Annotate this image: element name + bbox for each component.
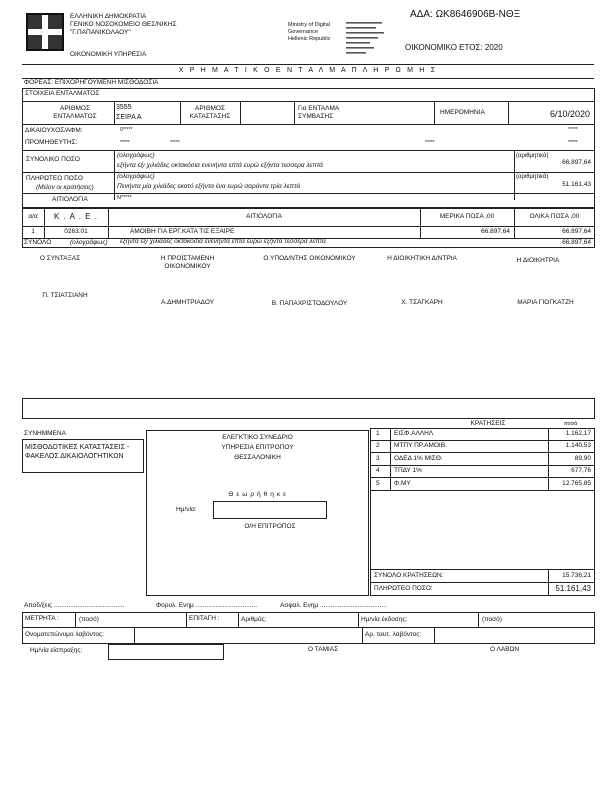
total-amount: 66.897,64 bbox=[562, 159, 591, 166]
deductions-box bbox=[370, 428, 595, 596]
order-number-label: ΑΡΙΘΜΟΣ ΕΝΤΑΛΜΑΤΟΣ bbox=[53, 105, 97, 120]
order-series: ΣΕΙΡΑ Α bbox=[116, 114, 142, 121]
row-number: 1 bbox=[31, 228, 35, 235]
final-payable-label: ΠΛΗΡΩΤΕΟ ΠΟΣΟ: bbox=[374, 585, 433, 592]
fiscal-year: ΟΙΚΟΝΟΜΙΚΟ ΕΤΟΣ: 2020 bbox=[405, 43, 503, 52]
reason-value: Ν***** bbox=[117, 195, 132, 201]
deductions-total: 15.736,21 bbox=[562, 572, 591, 579]
deduction-name: ΜΤΠΥ ΠΡ.ΑΜΟΙΒ. bbox=[394, 442, 447, 449]
signature-role: Η ΔΙΟΙΚΗΤΡΙΑ bbox=[516, 257, 560, 264]
items-sum-label: ΣΥΝΟΛΟ bbox=[24, 239, 52, 246]
issue-amount[interactable]: (ποσό) bbox=[482, 616, 502, 623]
final-payable: 51.161,43 bbox=[555, 584, 591, 593]
deduction-name: ΕΙΣΦ.ΑΛΛΗΛ bbox=[394, 430, 434, 437]
deduction-no: 5 bbox=[376, 480, 380, 487]
supplier-mask: ***** bbox=[120, 140, 130, 146]
audit-date-input[interactable] bbox=[213, 501, 327, 519]
org-line-1: ΕΛΛΗΝΙΚΗ ΔΗΜΟΚΡΑΤΙΑ bbox=[70, 13, 147, 20]
audit-title: ΥΠΗΡΕΣΙΑ ΕΠΙΤΡΟΠΟΥ bbox=[221, 444, 294, 451]
payable-amount: 51.161,43 bbox=[562, 181, 591, 188]
receiver-id-label: Αρ. ταυτ. λαβόντος: bbox=[365, 631, 422, 638]
deduction-no: 4 bbox=[376, 467, 380, 474]
signature-role: Ο ΥΠΟΔ/ΝΤΗΣ ΟΙΚΟΝΟΜΙΚΟΥ bbox=[263, 255, 356, 262]
items-sum-words: εξήντα εξι χιλιάδες οκτακόσια ενενήντα επτά ευρώ εξήντα τεσσερα λεπτά bbox=[120, 238, 326, 245]
deduction-name: ΤΠΔΥ 1% bbox=[394, 467, 422, 474]
deduction-amount: 677,76 bbox=[571, 467, 591, 474]
audit-commissioner: Ο/Η ΕΠΙΤΡΟΠΟΣ bbox=[244, 523, 296, 530]
date-label: ΗΜΕΡΟΜΗΝΙΑ bbox=[440, 109, 485, 116]
signature-name: Α.ΔΗΜΗΤΡΙΑΔΟΥ bbox=[160, 299, 215, 306]
payment-box bbox=[22, 612, 595, 644]
registry-number-label: ΑΡΙΘΜΟΣ ΚΑΤΑΣΤΑΣΗΣ bbox=[189, 105, 231, 120]
attachments-text: ΜΙΣΘΟΔΟΤΙΚΕΣ ΚΑΤΑΣΤΑΣΕΙΣ - ΦΑΚΕΛΟΣ ΔΙΚΑΙΟΛΟΓΗΤΙΚΩΝ bbox=[25, 444, 130, 461]
supplier-mask: ***** bbox=[568, 140, 578, 146]
audit-title: ΘΕΣΣΑΛΟΝΙΚΗ bbox=[234, 454, 281, 461]
payable-amount-label: ΠΛΗΡΩΤΕΟ ΠΟΣΟ bbox=[26, 175, 83, 182]
deduction-amount: 89,90 bbox=[574, 455, 591, 462]
payable-sub-label: (Μείον οι κρατήσεις) bbox=[36, 184, 94, 191]
items-header-kae: Κ . Α . Ε . bbox=[54, 212, 98, 221]
items-header-total: ΟΛΙΚΑ ΠΟΣΑ ,00 bbox=[529, 213, 580, 220]
beneficiary-afm-right: ***** bbox=[568, 127, 578, 133]
order-date: 6/10/2020 bbox=[549, 109, 590, 119]
items-sum-words-label: (ολογράφως) bbox=[70, 239, 108, 246]
ministry-line-2: Governance bbox=[288, 29, 318, 35]
beneficiary-afm-label: ΔΙΚΑΙΟΥΧΟΣ/ΑΦΜ: bbox=[25, 127, 83, 134]
items-header-reason: ΑΙΤΙΟΛΟΓΙΑ bbox=[246, 213, 282, 220]
order-section-label: ΣΤΟΙΧΕΙΑ ΕΝΤΑΛΜΑΤΟΣ bbox=[25, 90, 100, 97]
ada-code: ΑΔΑ: ΩΚ8646906Β-ΝΘΞ bbox=[410, 9, 521, 20]
deduction-no: 2 bbox=[376, 442, 380, 449]
audit-date-label: Ημ/νία: bbox=[176, 506, 197, 513]
signature-name: ΜΑΡΙΑ ΓΙΟΓΚΑΤΖΗ bbox=[517, 299, 574, 306]
row-partial-amount: 66.897,64 bbox=[481, 228, 510, 235]
payable-in-words-label: (ολογράφως) bbox=[117, 173, 155, 180]
deduction-amount: 12.765,85 bbox=[562, 480, 591, 487]
audit-approved: Θ ε ω ρ ή θ η κ ε bbox=[228, 491, 287, 498]
receiver-name-label: Ονοματεπώνυμο λαβόντος: bbox=[25, 631, 104, 638]
cash-label: ΜΕΤΡΗΤΑ : bbox=[25, 615, 59, 622]
tax-clearance-line: Φορολ. Ενημ .................................. bbox=[156, 602, 258, 609]
total-amount-label: ΣΥΝΟΛΙΚΟ ΠΟΣΟ bbox=[26, 156, 80, 163]
signature-name: Β. ΠΑΠΑΧΡΙΣΤΟΔΟΥΛΟΥ bbox=[271, 300, 348, 307]
row-description: ΑΜΟΙΒΗ ΓΙΑ ΕΡΓ.ΚΑΤΑ ΤΙΣ ΕΞΑΙΡΕ bbox=[130, 228, 235, 235]
beneficiary-afm: 0***** bbox=[120, 127, 133, 133]
contract-label: Για ΕΝΤΑΛΜΑ ΣΥΜΒΑΣΗΣ bbox=[298, 105, 339, 120]
org-line-2: ΓΕΝΙΚΟ ΝΟΣΟΚΟΜΕΙΟ ΘΕΣ/ΝΙΚΗΣ bbox=[70, 21, 177, 28]
supplier-mask: ***** bbox=[170, 140, 180, 146]
total-in-figures-label: (αριθμητικά) bbox=[516, 153, 549, 159]
signature-role: Η ΠΡΟΪΣΤΑΜΕΝΗ ΟΙΚΟΝΟΜΙΚΟΥ bbox=[160, 255, 215, 271]
digital-signature-stamp bbox=[346, 21, 388, 55]
row-total-amount: 66.897,64 bbox=[562, 228, 591, 235]
supplier-mask: ***** bbox=[425, 140, 435, 146]
deduction-name: ΟΔΕΔ 1% ΜΙΣΘ. bbox=[394, 455, 443, 462]
blank-band bbox=[22, 398, 595, 419]
order-number: 3555 bbox=[116, 104, 132, 111]
items-header-partial: ΜΕΡΙΚΑ ΠΟΣΑ ,00 bbox=[439, 213, 495, 220]
service-name: ΟΙΚΟΝΟΜΙΚΗ ΥΠΗΡΕΣΙΑ bbox=[70, 51, 147, 58]
signature-name: Χ. ΤΣΑΓΚΑΡΗ bbox=[401, 299, 443, 306]
deduction-amount: 1.140,53 bbox=[565, 442, 591, 449]
deductions-total-label: ΣΥΝΟΛΟ ΚΡΑΤΗΣΕΩΝ: bbox=[374, 572, 444, 579]
signature-role: Η ΔΙΟΙΚΗΤΙΚΗ Δ/ΝΤΡΙΑ bbox=[387, 255, 457, 262]
signature-role: Ο ΣΥΝΤΑΞΑΣ bbox=[39, 255, 81, 262]
deduction-no: 3 bbox=[376, 455, 380, 462]
org-line-3: "Γ.ΠΑΠΑΝΙΚΟΛΑΟΥ" bbox=[70, 29, 131, 36]
supplier-label: ΠΡΟΜΗΘΕΥΤΗΣ: bbox=[25, 139, 78, 146]
payable-in-words: Πενήντα μία χιλιάδες εκατό εξήντα ένα ευρώ σαράντα τρία λεπτά bbox=[117, 183, 301, 190]
document-title: Χ Ρ Η Μ Α Τ Ι Κ Ο Ε Ν Τ Α Λ Μ Α Π Λ Η Ρ Ω Μ Η Σ bbox=[178, 67, 438, 74]
items-sum-amount: 66.897,64 bbox=[562, 239, 591, 246]
deductions-amount-header: ποσά bbox=[563, 421, 578, 427]
row-kae: 0263.01 bbox=[64, 228, 88, 235]
total-in-words-label: (ολογράφως) bbox=[117, 152, 155, 159]
insurance-clearance-line: Ασφαλ. Ενημ ..................................... bbox=[280, 602, 387, 609]
attachments-label: ΣΥΝΗΜΜΕΝΑ bbox=[24, 430, 66, 437]
funding-label: ΦΟΡΕΑΣ: ΕΠΙΧΟΡΗΓΟΥΜΕΝΗ ΜΙΣΘΟΔΟΣΙΑ bbox=[24, 79, 159, 86]
receiver-signature-label: Ο ΛΑΒΩΝ bbox=[490, 646, 520, 653]
deduction-amount: 1.162,17 bbox=[565, 430, 591, 437]
receipts-line: Αποδ/ξεις ....................................... bbox=[24, 602, 125, 609]
greek-flag-emblem bbox=[26, 13, 64, 51]
cashier-label: Ο ΤΑΜΙΑΣ bbox=[308, 646, 339, 653]
collection-date-input[interactable] bbox=[108, 644, 224, 660]
deduction-name: Φ.ΜΥ bbox=[394, 480, 411, 487]
audit-title: ΕΛΕΓΚΤΙΚΟ ΣΥΝΕΔΡΙΟ bbox=[222, 434, 293, 441]
issue-date-label[interactable]: Ημ/νία έκδοσης: bbox=[361, 616, 408, 623]
items-header-no: α/α bbox=[28, 213, 38, 220]
total-in-words: εξήντα εξι χιλιάδες οκτακόσια ενενήντα επτά ευρώ εξήντα τεσσερα λεπτά bbox=[117, 162, 323, 169]
check-number-label[interactable]: Αριθμός: bbox=[241, 616, 267, 623]
ministry-line-1: Ministry of Digital bbox=[288, 22, 330, 28]
cash-value[interactable]: (ποσό) bbox=[79, 616, 99, 623]
collection-date-label: Ημ/νία είσπραξης: bbox=[30, 647, 83, 654]
deduction-no: 1 bbox=[376, 430, 380, 437]
deductions-title: ΚΡΑΤΗΣΕΙΣ bbox=[470, 420, 506, 427]
payable-in-figures-label: (αριθμητικά) bbox=[516, 174, 549, 180]
check-label: ΕΠΙΤΑΓΗ : bbox=[189, 615, 220, 622]
signature-name: Π. ΤΣΙΑΤΣΙΑΝΗ bbox=[42, 292, 88, 299]
reason-label: ΑΙΤΙΟΛΟΓΙΑ bbox=[52, 196, 88, 203]
ministry-line-3: Hellenic Republic bbox=[288, 36, 331, 42]
